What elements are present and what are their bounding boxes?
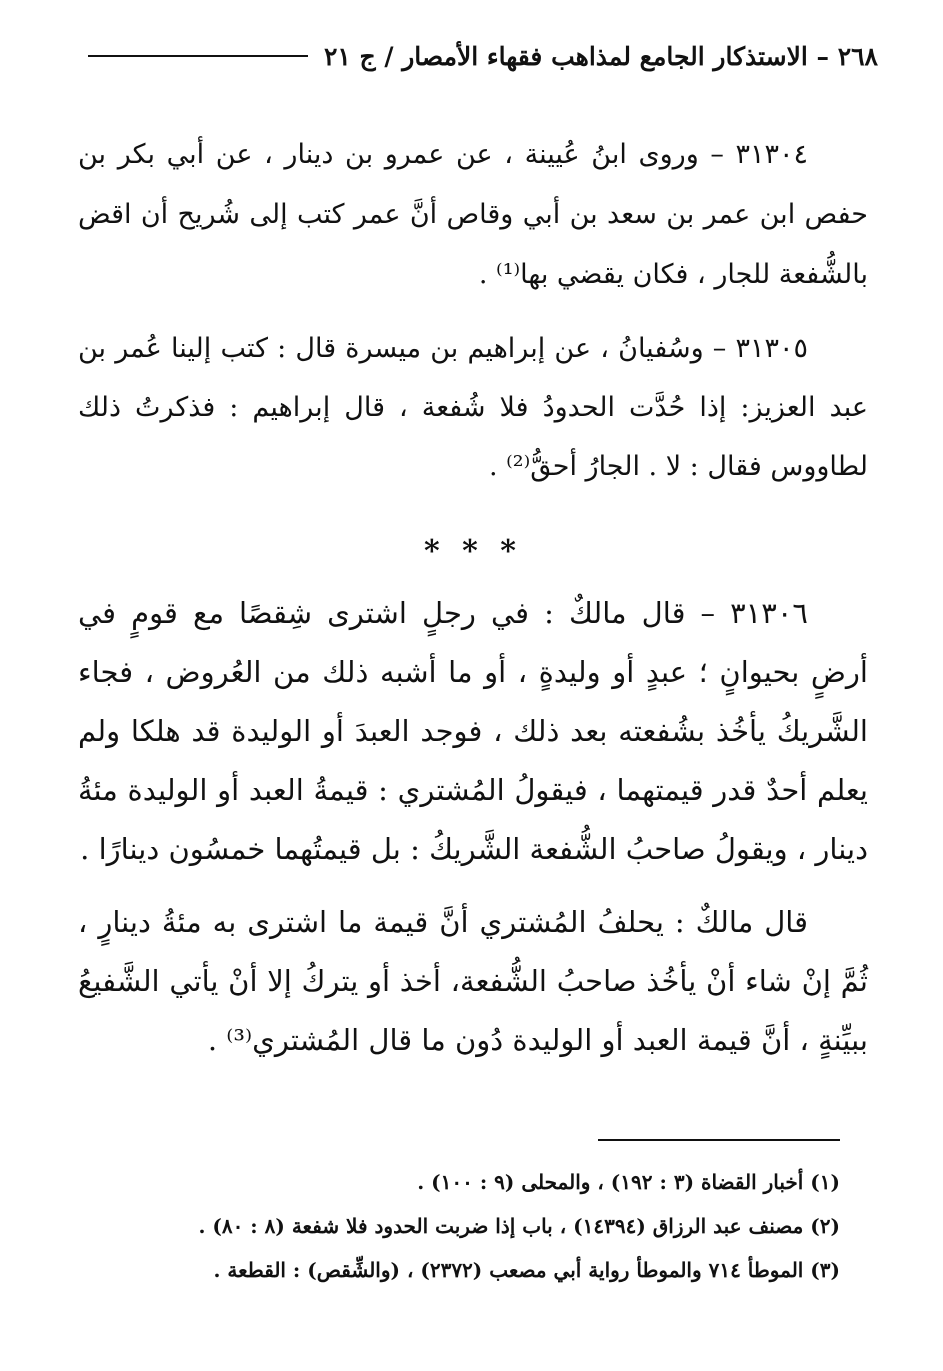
- footnotes: [78, 1160, 840, 1292]
- footnote-2: (٢) مصنف عبد الرزاق (١٤٣٩٤) ، باب إذا ضربت الحدود فلا شفعة (٨ : ٨٠) .: [198, 1214, 840, 1238]
- section-separator: * * *: [424, 534, 522, 569]
- paragraph-31305: ٣١٣٠٥ – وسُفيانُ ، عن إبراهيم بن ميسرة قال : كتب إلينا عُمر بن عبد العزيز: إذا حُدَّت الحدودُ فلا شُفعة ، قال إبراهيم : فذكرتُ ذلك لطاووس فقال : لا . الجارُ أحقُّ⁽²⁾ .: [78, 333, 868, 482]
- main-text: [78, 125, 868, 1084]
- footnote-rule: [598, 1139, 840, 1141]
- footnote-1: (١) أخبار القضاة (٣ : ١٩٢) ، والمحلى (٩ : ١٠٠) .: [417, 1170, 840, 1194]
- paragraph-31304: ٣١٣٠٤ – وروى ابنُ عُيينة ، عن عمرو بن دينار ، عن أبي بكر بن حفص ابن عمر بن سعد بن أبي وقاص أنَّ عمر كتب إلى شُريح أن اقض بالشُّفعة للجار ، فكان يقضي بها⁽¹⁾ .: [78, 139, 868, 290]
- header-title: ٢٦٨ – الاستذكار الجامع لمذاهب فقهاء الأمصار / ج ٢١: [323, 41, 878, 71]
- running-header: [88, 36, 878, 76]
- footnote-3: (٣) الموطأ ٧١٤ والموطأ رواية أبي مصعب (٢٣٧٢) ، (والشِّقص) : القطعة .: [213, 1258, 840, 1282]
- paragraph-31306: ٣١٣٠٦ – قال مالكٌ : في رجلٍ اشترى شِقصًا مع قومٍ في أرضٍ بحيوانٍ ؛ عبدٍ أو وليدةٍ ، أو ما أشبه ذلك من العُروض ، فجاء الشَّريكُ يأخُذ بشُفعته بعد ذلك ، فوجد العبدَ أو الوليدة قد هلكا ولم يعلم أحدٌ قدر قيمتهما ، فيقولُ المُشتري : قيمةُ العبد أو الوليدة مئةُ دينار ، ويقولُ صاحبُ الشُّفعة الشَّريكُ : بل قيمتُهما خمسُون دينارًا .: [78, 596, 868, 866]
- paragraph-malik: قال مالكٌ : يحلفُ المُشتري أنَّ قيمة ما اشترى به مئةُ دينارٍ ، ثُمَّ إنْ شاء أنْ يأخُذ صاحبُ الشُّفعة، أخذ أو يتركُ إلا أنْ يأتي الشَّفيعُ ببيِّنةٍ ، أنَّ قيمة العبد أو الوليدة دُون ما قال المُشتري⁽³⁾ .: [78, 905, 868, 1057]
- header-rule: [88, 55, 308, 57]
